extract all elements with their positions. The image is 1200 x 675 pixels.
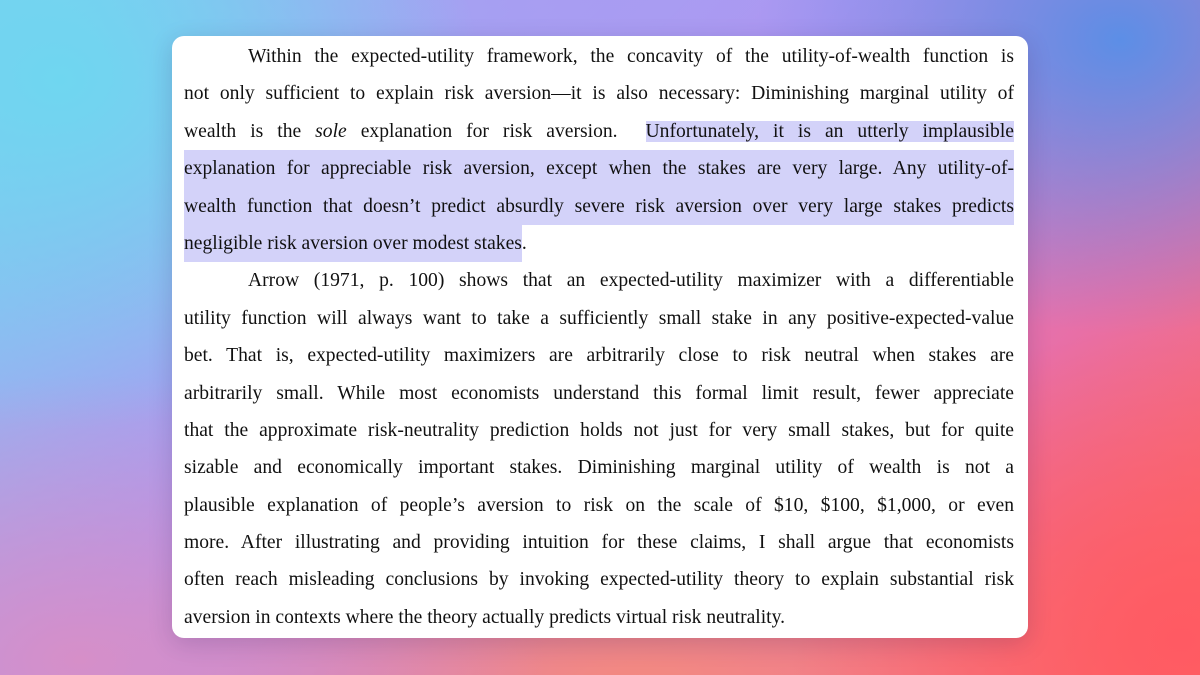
line-text: utility function will always want to take a sufficiently small stake in any positive-expected-value — [184, 307, 1014, 329]
line-text: aversion in contexts where the theory actually predicts virtual risk neutrality. — [184, 606, 786, 628]
highlighted-text[interactable]: negligible risk aversion over modest stakes — [184, 225, 522, 262]
text-line — [184, 487, 1014, 524]
line-text: Within the expected-utility framework, the concavity of the utility-of-wealth function is — [248, 46, 1014, 67]
line-text: often reach misleading conclusions by invoking expected-utility theory to explain substantial risk — [184, 569, 1014, 591]
text-line-highlighted — [184, 150, 1014, 187]
text-line — [184, 113, 1014, 150]
line-text: plausible explanation of people’s aversion to risk on the scale of $10, $100, $1,000, or even — [184, 494, 1014, 516]
line-text: more. After illustrating and providing intuition for these claims, I shall argue that economists — [184, 532, 1014, 554]
document-card — [172, 36, 1028, 638]
text-line — [184, 375, 1014, 412]
line-text-mixed — [184, 113, 1014, 150]
highlighted-text[interactable]: wealth function that doesn’t predict absurdly severe risk aversion over very large stakes predicts — [184, 195, 1014, 217]
line-text: bet. That is, expected-utility maximizers are arbitrarily close to risk neutral when stakes are — [184, 345, 1014, 367]
text-line — [184, 412, 1014, 449]
text-line-highlighted — [184, 188, 1014, 225]
text-line — [184, 524, 1014, 561]
text-line — [184, 225, 1014, 262]
text-line — [184, 449, 1014, 486]
line-text: Arrow (1971, p. 100) shows that an expected-utility maximizer with a differentiable — [248, 270, 1014, 292]
text-line — [184, 337, 1014, 374]
text-line — [184, 75, 1014, 112]
line-text: not only sufficient to explain risk aversion—it is also necessary: Diminishing marginal utility of — [184, 83, 1014, 105]
line-text-after: . — [521, 232, 527, 254]
highlighted-text[interactable]: Unfortunately, it is an utterly implausible — [645, 120, 1014, 142]
line-text-after: explanation for risk aversion. — [346, 120, 646, 142]
text-line — [184, 300, 1014, 337]
document-text[interactable] — [184, 38, 1014, 636]
highlighted-text[interactable]: explanation for appreciable risk aversion, except when the stakes are very large. Any utility-of- — [184, 158, 1014, 180]
line-text-before: wealth is the — [184, 120, 316, 142]
emphasis-word: sole — [315, 120, 347, 142]
text-line — [184, 561, 1014, 598]
text-line — [184, 38, 1014, 75]
line-text: that the approximate risk-neutrality prediction holds not just for very small stakes, but for quite — [184, 419, 1014, 441]
paragraph-2 — [184, 262, 1014, 636]
paragraph-1 — [184, 38, 1014, 262]
line-text: arbitrarily small. While most economists understand this formal limit result, fewer appreciate — [184, 382, 1014, 404]
text-line — [184, 262, 1014, 299]
line-text: sizable and economically important stakes. Diminishing marginal utility of wealth is not a — [184, 457, 1014, 479]
text-line — [184, 599, 1014, 636]
